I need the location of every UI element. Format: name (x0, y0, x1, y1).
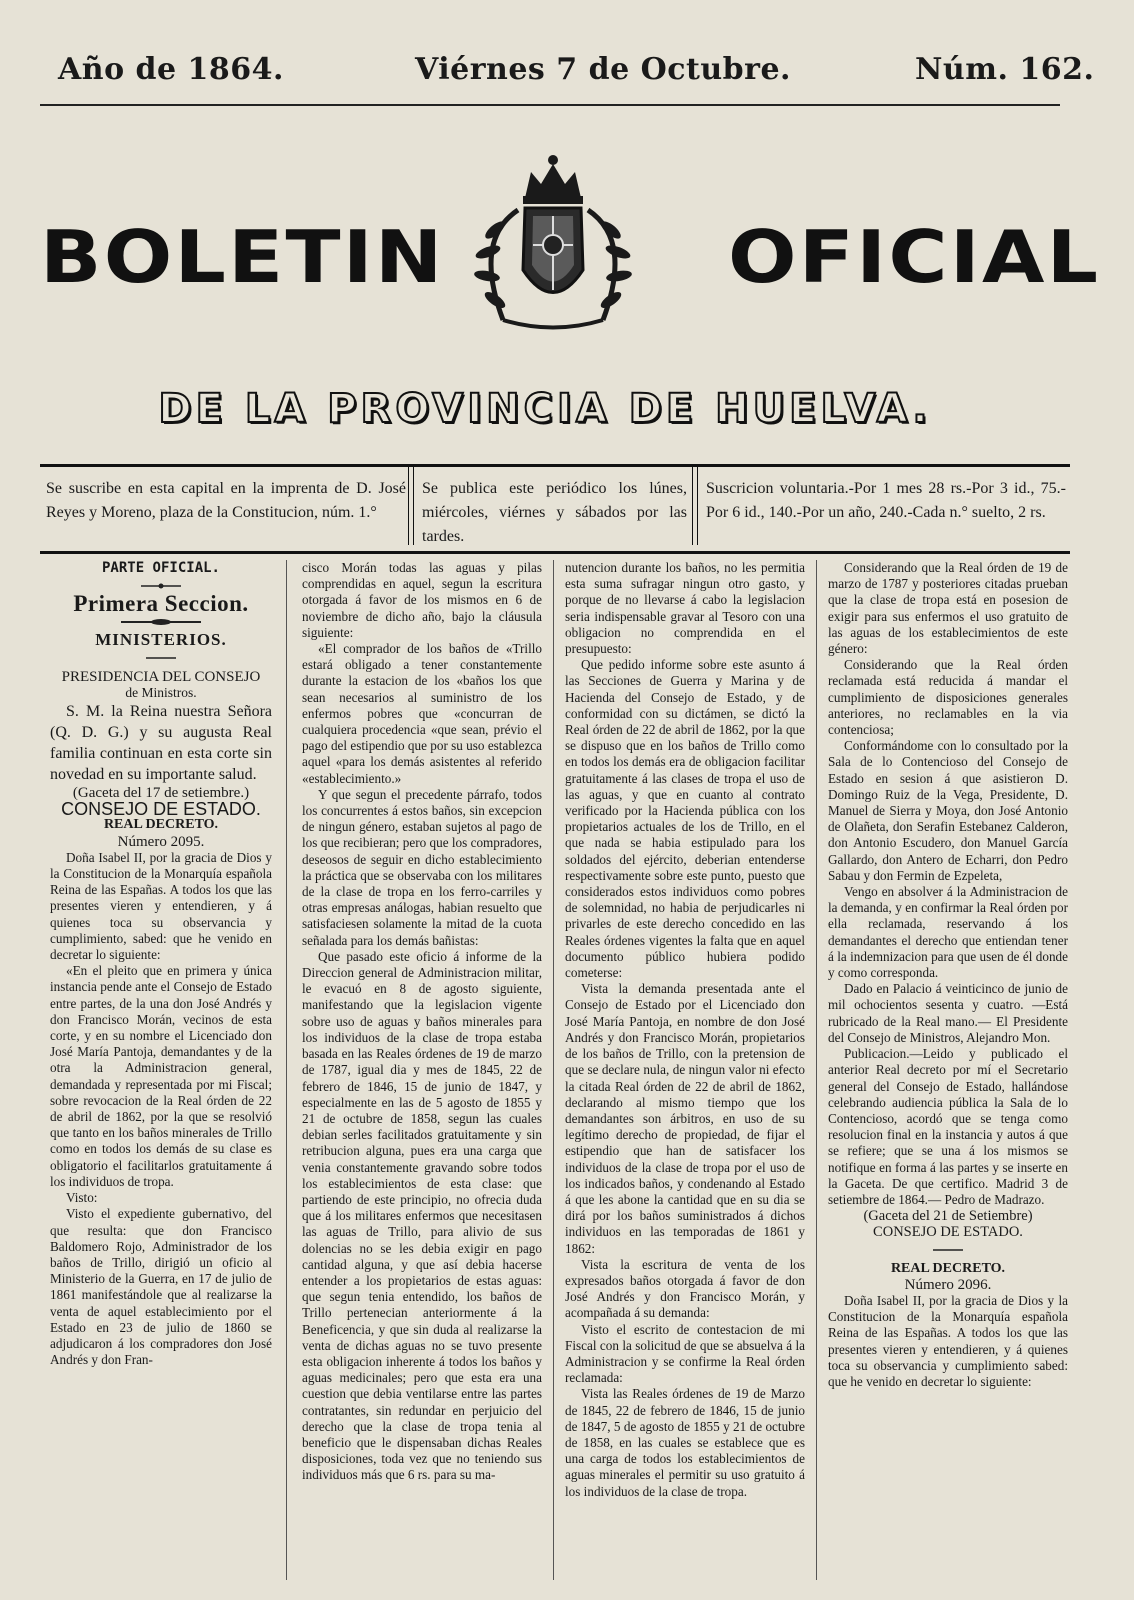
decree-paragraph: Vista la demanda presentada ante el Consejo de Estado por el Licenciado don José María Pantoja, en nombre de don José Andrés y don Francisco Morán, propietarios de los baños de Trillo, con la pretension de que se declare nula, de ningun valor ni efecto la citada Real órden de 22 de abril de 1862, declarando al mismo tiempo que los demandantes son árbitros, en uso de su legítimo derecho de propiedad, de fijar el estipendio que han de satisfacer los individuos de la clase de tropa por el uso de los indicados baños, y condenando al Estado á que les abone la cantidad que en su dia se dirá por los baños suministrados á dichos individuos en las temporadas de 1861 y 1862: (565, 981, 805, 1256)
ornament-divider (933, 1247, 963, 1255)
decree-paragraph: Vista las Reales órdenes de 19 de Marzo de 1845, 22 de febrero de 1846, 15 de junio de 1847, 5 de agosto de 1855 y 21 de octubre de 1858, en las cuales se establece que es una carga de todos los establecimientos de aguas minerales el permitir su uso gratuito á los individuos de la clase de tropa. (565, 1386, 805, 1499)
decree-paragraph: Considerando que la Real órden de 19 de marzo de 1787 y posteriores citadas prueban que la clase de tropa está en posesion de exigir para sus enfermos el uso gratuito de las aguas de los establecimientos de este género: (828, 560, 1068, 657)
decree-paragraph: Publicacion.—Leido y publicado el anterior Real decreto por mí el Secretario general del Consejo de Estado, hallándose celebrando audiencia pública la Sala de lo Contencioso, acordó que se tenga como resolucion final en la instancia y autos á que se refiere; que se una á los mismos se notifique en forma á las partes y se inserte en la Gaceta. De que certifico. Madrid 3 de setiembre de 1864.— Pedro de Madrazo. (828, 1046, 1068, 1207)
issue-header (40, 52, 1095, 112)
column-2 (302, 560, 542, 1590)
publication-days: Se publica este periódico los lúnes, miércoles, viérnes y sábados por las tardes. (422, 480, 687, 545)
decree-quote: «El comprador de los baños de «Trillo estará obligado a tener constantemente durante la estacion de los «baños los que sean necesarios al suministro de los enfermos pobres que «concurran de cualquiera procedencia «que sean, prévio el pago del estipendio que por su uso establezca aquel «para los demás asistentes al referido «establecimiento.» (302, 641, 542, 786)
decree-paragraph: cisco Morán todas las aguas y pilas comprendidas en aquel, segun la escritura otorgada á favor de los mismos en 6 de noviembre de dicho año, bajo la cláusula siguiente: (302, 560, 542, 640)
decree-paragraph: Visto el expediente gubernativo, del que resulta: que don Francisco Baldomero Rojo, Administrador de los baños de Trillo, dirigió un oficio al Ministerio de la Guerra, en 17 de julio de 1861 manifestándole que al realizarse la venta de aquel establecimiento por el Estado en 23 de julio de 1860 se adjudicaron á los compradores don José Andrés y don Fran- (50, 1206, 272, 1368)
column-1 (50, 560, 272, 1590)
issue-year: Año de 1864. (58, 52, 284, 87)
decree-paragraph: Que pedido informe sobre este asunto á las Secciones de Guerra y Marina y de Hacienda del Consejo de Estado, y de conformidad con su dictámen, se dictó la Real órden de 22 de abril de 1862, por la que se dispuso que en los baños de Trillo como en todos los demás era de obligacion facilitar gratuitamente á las clases de tropa el uso de las aguas, y que en cuanto al contrato verificado por la Hacienda pública con los propietarios actuales de los de Trillo, en el que nada se habia estipulado para los soldados del ejército, deberian entenderse respectivamente sobre este punto, puesto que considerados estos individuos como pobres de solemnidad, no habia de perjudicarles ni privarles de este derecho concedido en las Reales órdenes vigentes la falta que en aquel documento público hubiera podido cometerse: (565, 657, 805, 981)
ornament-divider (121, 618, 201, 626)
decree-paragraph: «En el pleito que en primera y única instancia pende ante el Consejo de Estado entre partes, de la una don José Andrés y don Francisco Morán, vecinos de esta corte, y en su nombre el Licenciado don José María Pantoja, demandantes y de la otra la Administracion general, demandada y representada por mi Fiscal; sobre revocacion de la Real órden de 22 de abril de 1862, por la que se resolvió que tanto en los baños minerales de Trillo como en todos los demás de su clase es obligatorio el facilitarlos gratuitamente á los individuos de tropa. (50, 963, 272, 1189)
real-decreto-heading: REAL DECRETO. (890, 1260, 1006, 1276)
royal-coat-of-arms-icon (433, 150, 673, 340)
decree-paragraph: Vengo en absolver á la Administracion de la demanda, y en confirmar la Real órden por ella reclamada, reservando á los demandantes el derecho que entiendan tener á la indemnizacion para que usen de él donde y como corresponda. (828, 884, 1068, 981)
decree-paragraph: Que pasado este oficio á informe de la Direccion general de Administracion militar, le evacuó en 8 de agosto siguiente, manifestando que la legislacion vigente sobre uso de aguas y baños minerales para los individuos de la clase de tropa estaba basada en las Reales órdenes de 19 de marzo de 1787, igual dia y mes de 1845, 22 de febrero de 1846, 15 de junio de 1847, y especialmente en las de 5 agosto de 1855 y 21 de octubre de 1858, segun las cuales debian serles facilitados gratuitamente y sin retribucion alguna, pues era una carga que venia constantemente gravando sobre todos los establecimientos de esta clase: que partiendo de este principio, no ofrecia duda que á los militares enfermos que necesitasen las aguas de Trillo, para alivio de sus dolencias no se les debia exigir en pago cantidad alguna, y que así debia hacerse entender a los propietarios de estas aguas: que segun tenia entendido, los baños de Trillo pertenecian anteriormente á la Beneficencia, y que sin duda al realizarse la venta de dichas aguas no se tuvo presente esta obligacion inherente á todos los baños y aguas medicinales; pero que esta era una cuestion que debia ventilarse entre las partes contratantes, sin redundar en perjuicio del derecho que la clase de tropa tenia al beneficio que le dispensaban dichas Reales disposiciones, toda vez que no teniendo sus individuos más que 6 rs. para su ma- (302, 948, 542, 1483)
ornament-divider (146, 655, 176, 663)
royal-health-notice: S. M. la Reina nuestra Señora (Q. D. G.) y su augusta Real familia continuan en esta corte sin novedad en su importante salud. (50, 703, 272, 784)
decree-number: Número 2096. (904, 1276, 992, 1293)
decree-paragraph: Y que segun el precedente párrafo, todos los concurrentes á estos baños, sin excepcion de ningun género, estaban sujetos al pago de los que recibieran; pero que los compradores, deseosos de seguir en dicho establecimiento la práctica que se observaba con los militares de la clase de tropa en los ferro-carriles y otras empresas análogas, habian resuelto que satisfaciesen solamente la mitad de la cuota señalada para los demás bañistas: (302, 786, 542, 948)
issue-number: Núm. 162. (915, 52, 1095, 87)
section-title: Primera Seccion. (73, 591, 249, 617)
decree-paragraph: Visto: (66, 1190, 98, 1206)
column-divider (816, 560, 817, 1580)
gaceta-reference: (Gaceta del 17 de setiembre.) (72, 785, 250, 802)
decree-paragraph: Conformándome con lo consultado por la Sala de lo Contencioso del Consejo de Estado en sesion á que asistieron D. Domingo Ruiz de la Vega, Presidente, D. Manuel de Sierra y Moya, don José Antonio de Olañeta, don Serafin Estebanez Calderon, don Antonio Escudero, don Manuel García Gallardo, don Antero de Echarri, don Pedro Sabau y don Fermin de Ezpeleta, (828, 738, 1068, 883)
decree-number: Número 2095. (117, 833, 205, 850)
subscription-place: Se suscribe en esta capital en la imprenta de D. José Reyes y Moreno, plaza de la Constitucion, núm. 1.° (46, 480, 406, 521)
real-decreto-heading: REAL DECRETO. (103, 817, 219, 833)
presidencia-heading: PRESIDENCIA DEL CONSEJO (61, 668, 261, 685)
decree-paragraph: Visto el escrito de contestacion de mi Fiscal con la solicitud de que se absuelva á la Administracion y se confirme la Real órden reclamada: (565, 1321, 805, 1386)
consejo-heading: CONSEJO DE ESTADO. (61, 799, 261, 820)
decree-paragraph: Doña Isabel II, por la gracia de Dios y la Constitucion de la Monarquía española Reina de las Españas. A todos los que las presentes vieren y entendieren, y á quienes toca su observancia y cumplimiento sabed: que he venido en decretar lo siguiente: (828, 1292, 1068, 1389)
subscription-infobar (40, 464, 1070, 554)
column-3 (565, 560, 805, 1590)
masthead-subtitle: DE LA PROVINCIA DE HUELVA. (158, 386, 932, 432)
ornament-divider (141, 582, 181, 590)
decree-paragraph: Dado en Palacio á veinticinco de junio de mil ochocientos sesenta y cuatro. —Está rubricado de la Real mano.— El Presidente del Consejo de Ministros, Alejandro Mon. (828, 981, 1068, 1045)
presidencia-subheading: de Ministros. (125, 684, 197, 700)
section-label-parte: PARTE OFICIAL. (101, 560, 220, 576)
decree-paragraph: Doña Isabel II, por la gracia de Dios y la Constitucion de la Monarquía española Reina de las Españas. A todos los que las presentes vieren y entendieren, y á quienes toca su observancia y cumplimiento, sabed: que he venido en decretar lo siguiente: (50, 849, 272, 963)
column-4 (828, 560, 1068, 1590)
decree-paragraph: Considerando que la Real órden reclamada está reducida á mandar el cumplimiento de disposiciones generales anteriores, no reclamables en la via contenciosa; (828, 657, 1068, 738)
masthead-title-right: OFICIAL (728, 215, 1101, 299)
masthead-title-left: BOLETIN (40, 215, 445, 299)
header-rule (40, 104, 1060, 106)
decree-paragraph: Vista la escritura de venta de los expresados baños otorgada á favor de don José Andrés y don Francisco Morán, y acompañada á su demanda: (565, 1256, 805, 1321)
info-divider (692, 467, 698, 545)
info-divider (408, 467, 414, 545)
gaceta-reference: (Gaceta del 21 de Setiembre) (863, 1208, 1033, 1225)
decree-paragraph: nutencion durante los baños, no les permitia esta suma sufragar ningun otro gasto, y porque de no llevarse á cabo la legislacion seria indispensable gravar al Tesoro con una obligacion no comprendida en el presupuesto: (565, 560, 805, 657)
column-divider (553, 560, 554, 1580)
subscription-prices: Suscricion voluntaria.-Por 1 mes 28 rs.-Por 3 id., 75.-Por 6 id., 140.-Por un año, 240.-Cada n.° suelto, 2 rs. (706, 480, 1066, 521)
ministerios-heading: MINISTERIOS. (95, 630, 227, 650)
masthead (40, 150, 1101, 350)
consejo-heading: CONSEJO DE ESTADO. (873, 1224, 1023, 1241)
column-divider (286, 560, 287, 1580)
issue-date: Viérnes 7 de Octubre. (415, 52, 791, 87)
